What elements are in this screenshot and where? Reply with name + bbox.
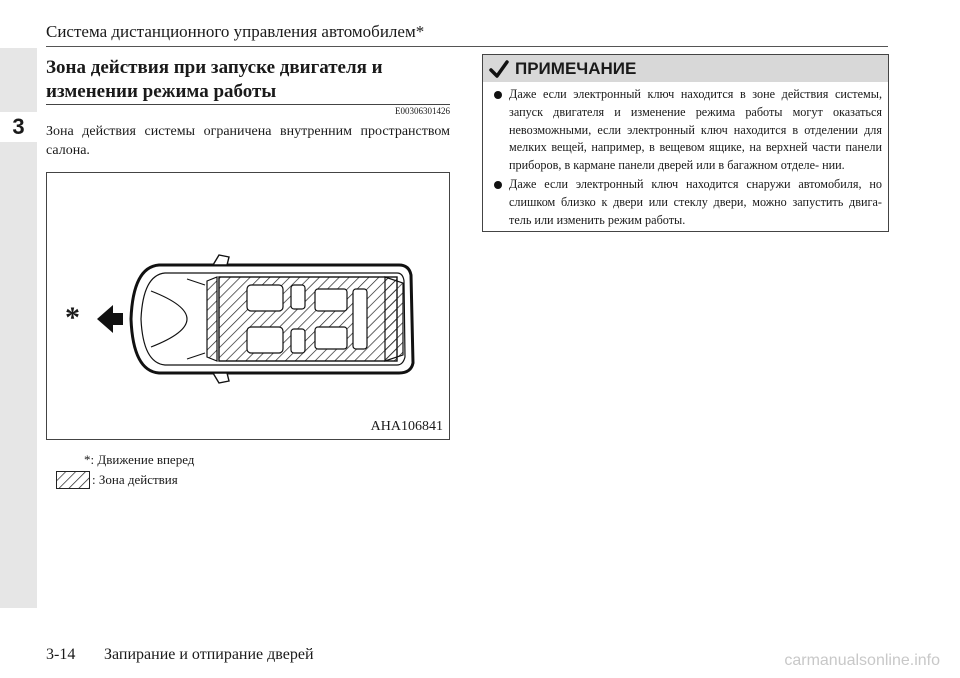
note-title: ПРИМЕЧАНИЕ [515, 58, 637, 78]
legend-zone-label: : Зона действия [92, 472, 178, 487]
note-box [482, 54, 889, 232]
section-divider [46, 104, 450, 105]
section-body-text: Зона действия системы ограничена внутренним пространством салона. [46, 124, 450, 158]
note-item: Даже если электронный ключ находится в зоне действия системы, запуск двигателя и изменение режима работы могут оказаться невозможными, если электронный ключ находится в отделении для мелких вещей, например, в вещевом ящике, на верхней части панели приборов, в кармане панели дверей или в багажном отделе- нии. [493, 86, 882, 175]
hatch-swatch-icon [56, 471, 90, 489]
legend-operating-zone [56, 471, 178, 489]
vehicle-zone-figure [46, 172, 450, 440]
section-code: E00306301426 [395, 106, 450, 116]
checkmark-icon [489, 59, 509, 79]
rear-window-zone [385, 277, 403, 361]
windshield-zone [207, 277, 217, 361]
note-item: Даже если электронный ключ находится снаружи автомобиля, но слишком близко к двери или стеклу двери, можно запустить двига- тель или изменить режим работы. [493, 176, 882, 229]
cabin-operating-zone [219, 277, 397, 361]
forward-direction-star: * [65, 301, 80, 334]
bullet-icon [494, 181, 502, 189]
legend-forward-direction: *: Движение вперед [84, 452, 195, 467]
note-header [483, 55, 888, 82]
chapter-tab: 3 [0, 112, 37, 142]
bullet-icon [494, 91, 502, 99]
running-header: Система дистанционного управления автомобилем* [46, 22, 425, 41]
vehicle-top-view-illustration [47, 173, 451, 441]
figure-code: AHA106841 [370, 419, 443, 434]
note-list [483, 86, 888, 229]
watermark: carmanualsonline.info [784, 652, 940, 669]
footer-section-name: Запирание и отпирание дверей [104, 646, 314, 663]
forward-arrow-icon [97, 305, 123, 333]
page-number: 3-14 [46, 646, 76, 663]
header-divider [46, 46, 888, 47]
section-title: Зона действия при запуске двигателя и изменении режима работы [46, 57, 383, 102]
